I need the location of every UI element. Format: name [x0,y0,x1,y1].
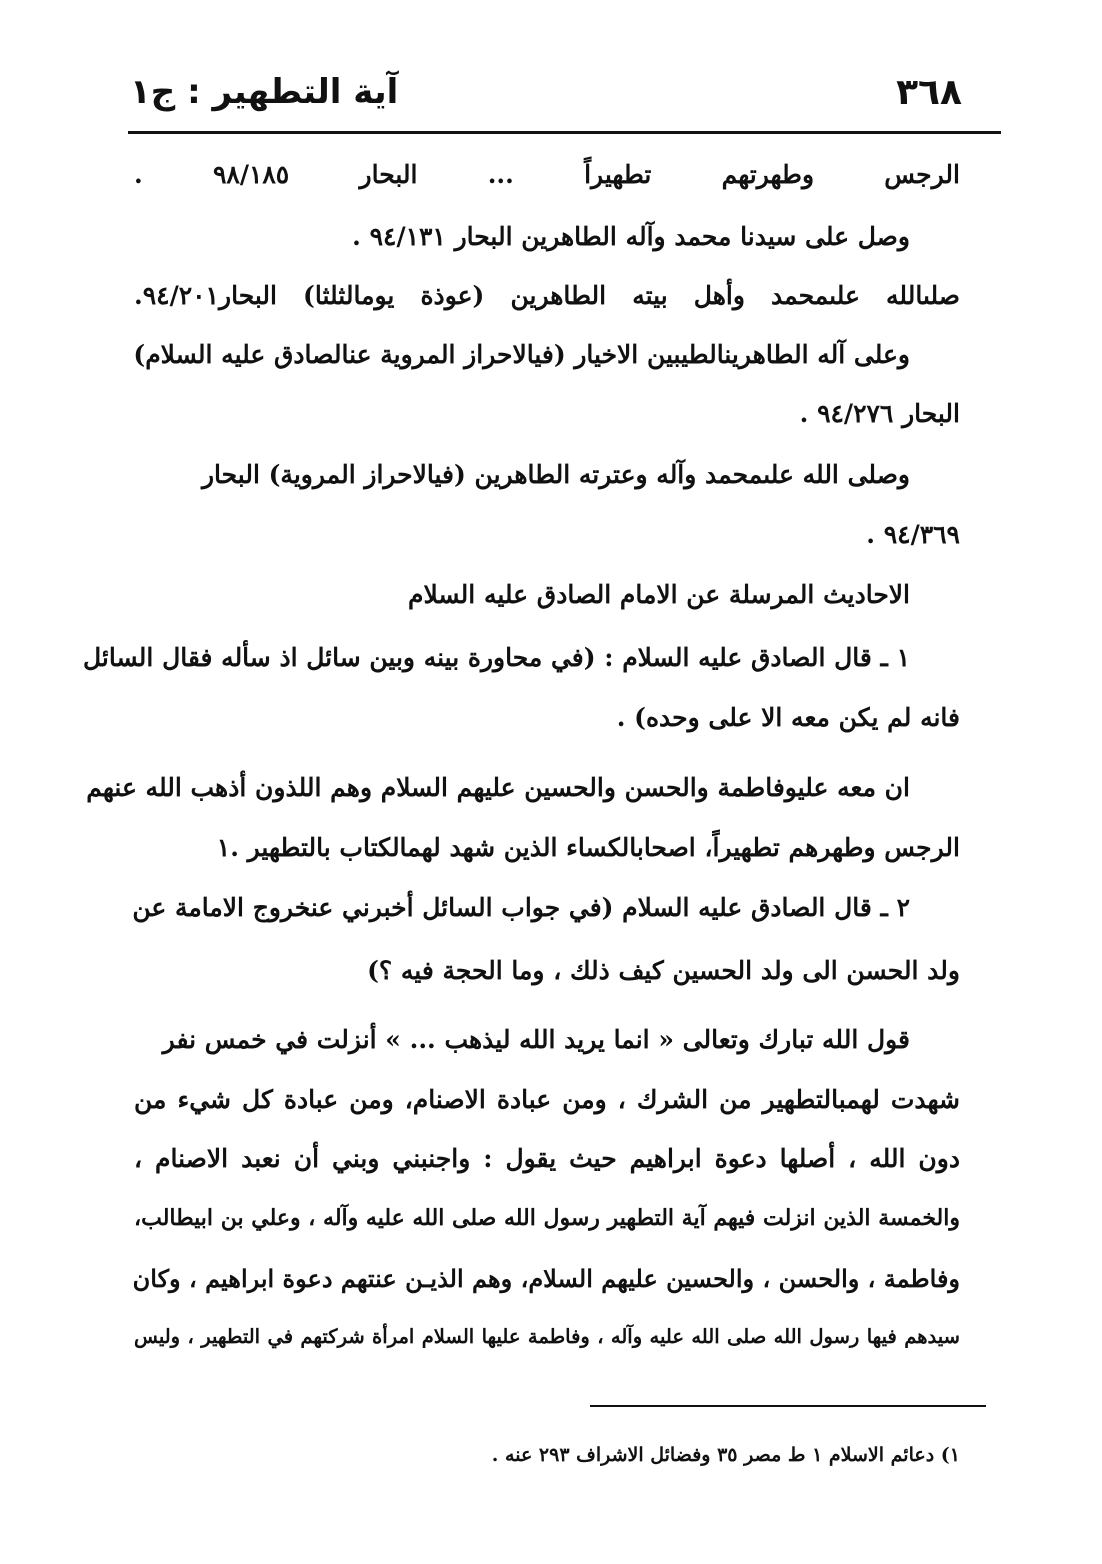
text-line: شهدت لهمبالتطهير من الشرك ، ومن عبادة الاصنام، ومن عبادة كل شيء من [134,1085,960,1114]
page-number: ٣٦٨ [896,72,962,113]
running-title: آية التطهير : ج١ [130,72,399,112]
text-line: والخمسة الذين انزلت فيهم آية التطهير رسول الله صلى الله عليه وآله ، وعلي بن ابيطالب، [134,1205,960,1231]
text-line: ٩٤/٣٦٩ . [866,520,960,549]
text-line: وصل على سيدنا محمد وآله الطاهرين البحار ٩٤/١٣١ . [352,222,910,251]
text-line: ان معه عليوفاطمة والحسن والحسين عليهم السلام وهم اللذون أذهب الله عنهم [86,773,910,802]
text-line: صلىالله علىمحمد وأهل بيته الطاهرين (عوذة يومالثلثا) البحار٩٤/٢٠١. [134,281,960,310]
footnote: ١) دعائم الاسلام ١ ط مصر ٣٥ وفضائل الاشراف ٢٩٣ عنه . [491,1444,960,1466]
footnote-rule [590,1405,986,1407]
text-line: ولد الحسن الى ولد الحسين كيف ذلك ، وما الحجة فيه ؟) [367,956,960,985]
text-line: فانه لم يكن معه الا على وحده) . [616,703,960,732]
text-line: دون الله ، أصلها دعوة ابراهيم حيث يقول : واجنبني وبني أن نعبد الاصنام ، [134,1144,960,1173]
text-line: وعلى آله الطاهرينالطيبين الاخيار (فيالاحراز المروية عنالصادق عليه السلام) [133,340,910,369]
text-line: ١ ـ قال الصادق عليه السلام : (في محاورة بينه وبين سائل اذ سأله فقال السائل [83,643,910,672]
text-line: وصلى الله علىمحمد وآله وعترته الطاهرين (فيالاحراز المروية) البحار [201,460,910,489]
text-line: قول الله تبارك وتعالى « انما يريد الله ليذهب ... » أنزلت في خمس نفر [162,1025,910,1054]
text-line: الرجس وطهرتهم تطهيراً ... البحار ٩٨/١٨٥ . [134,160,960,189]
text-line: وفاطمة ، والحسن ، والحسين عليهم السلام، وهم الذيـن عنتهم دعوة ابراهيم ، وكان [132,1264,960,1293]
text-line: البحار ٩٤/٢٧٦ . [799,399,960,428]
header-rule [128,131,1001,134]
section-heading: الاحاديث المرسلة عن الامام الصادق عليه السلام [407,580,910,609]
text-line: ٢ ـ قال الصادق عليه السلام (في جواب السائل أخبرني عنخروج الامامة عن [132,893,910,922]
text-line: الرجس وطهرهم تطهيراً، اصحابالكساء الذين شهد لهمالكتاب بالتطهير .١ [216,833,960,862]
page-header [130,72,962,122]
text-line: سيدهم فيها رسول الله صلى الله عليه وآله ، وفاطمة عليها السلام امرأة شركتهم في التطهير ، وليس [134,1325,960,1348]
